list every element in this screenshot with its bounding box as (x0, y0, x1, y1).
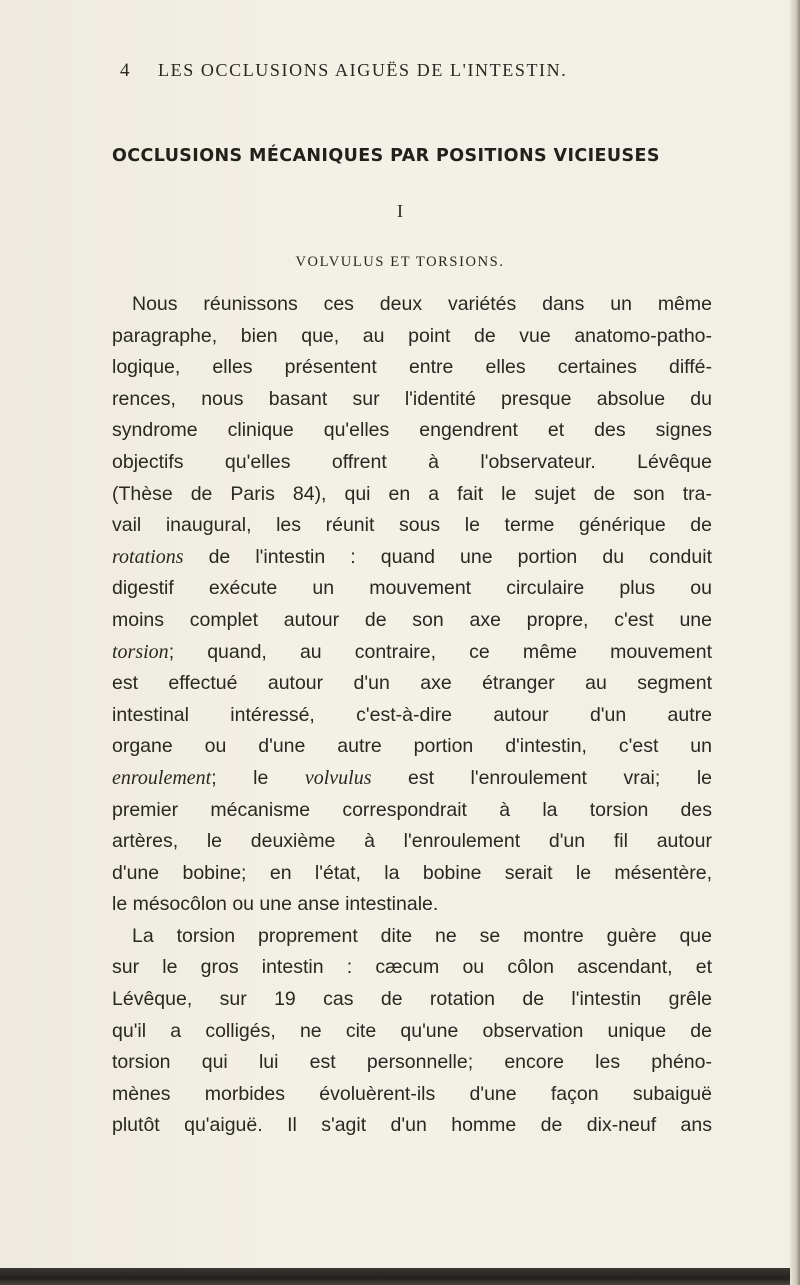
chapter-title: OCCLUSIONS MÉCANIQUES PAR POSITIONS VICIEUSES (112, 146, 660, 166)
text-line: Nous réunissons ces deux variétés dans un même (132, 293, 712, 315)
text-line: (Thèse de Paris 84), qui en a fait le sujet de son tra- (112, 482, 712, 505)
text-fragment: est l'enroulement vrai; le (371, 766, 712, 789)
page-bottom-shadow (0, 1268, 790, 1285)
section-number: I (397, 201, 403, 221)
italic-term: rotations (112, 545, 184, 568)
text-line: syndrome clinique qu'elles engendrent et des signes (112, 419, 712, 442)
text-line: objectifs qu'elles offrent à l'observateur. Lévêque (112, 450, 712, 473)
text-line (112, 637, 712, 669)
text-line: organe ou d'une autre portion d'intestin, c'est un (112, 735, 712, 758)
text-line: mènes morbides évoluèrent-ils d'une façon subaiguë (112, 1082, 712, 1105)
italic-term: torsion (112, 640, 169, 663)
text-line: est effectué autour d'un axe étranger au segment (112, 672, 712, 695)
text-line: rences, nous basant sur l'identité presque absolue du (112, 387, 712, 410)
text-line: sur le gros intestin : cæcum ou côlon ascendant, et (112, 956, 712, 979)
text-line: moins complet autour de son axe propre, c'est une (112, 608, 712, 631)
text-line (112, 542, 712, 574)
text-line: vail inaugural, les réunit sous le terme générique de (112, 514, 712, 537)
text-fragment: de l'intestin : quand une portion du conduit (183, 545, 712, 568)
text-fragment: ; quand, au contraire, ce même mouvement (168, 640, 712, 663)
page-edge (790, 0, 800, 1285)
italic-term: volvulus (304, 766, 372, 789)
text-line: paragraphe, bien que, au point de vue anatomo-patho- (112, 324, 712, 347)
text-line: digestif exécute un mouvement circulaire plus ou (112, 577, 712, 600)
text-line (112, 763, 712, 795)
italic-term: enroulement (112, 766, 212, 789)
page-number: 4 (120, 60, 130, 81)
text-line: plutôt qu'aiguë. Il s'agit d'un homme de dix-neuf ans (112, 1114, 712, 1137)
text-line: le mésocôlon ou une anse intestinale. (112, 893, 439, 916)
text-line: logique, elles présentent entre elles certaines diffé- (112, 356, 712, 379)
text-line: La torsion proprement dite ne se montre guère que (132, 924, 712, 947)
body-text (112, 289, 712, 1142)
text-line: torsion qui lui est personnelle; encore les phéno- (112, 1051, 712, 1074)
text-fragment: ; le (211, 766, 305, 789)
text-line: artères, le deuxième à l'enroulement d'un fil autour (112, 830, 712, 853)
text-line: Lévêque, sur 19 cas de rotation de l'intestin grêle (112, 988, 712, 1011)
section-title: VOLVULUS ET TORSIONS. (295, 254, 505, 270)
text-line: qu'il a colligés, ne cite qu'une observation unique de (112, 1019, 712, 1042)
text-line: premier mécanisme correspondrait à la torsion des (112, 798, 712, 821)
text-line: intestinal intéressé, c'est-à-dire autour d'un autre (112, 703, 712, 726)
running-title: LES OCCLUSIONS AIGUËS DE L'INTESTIN. (158, 60, 568, 80)
running-head (120, 60, 680, 90)
text-line: d'une bobine; en l'état, la bobine serait le mésentère, (112, 861, 712, 884)
